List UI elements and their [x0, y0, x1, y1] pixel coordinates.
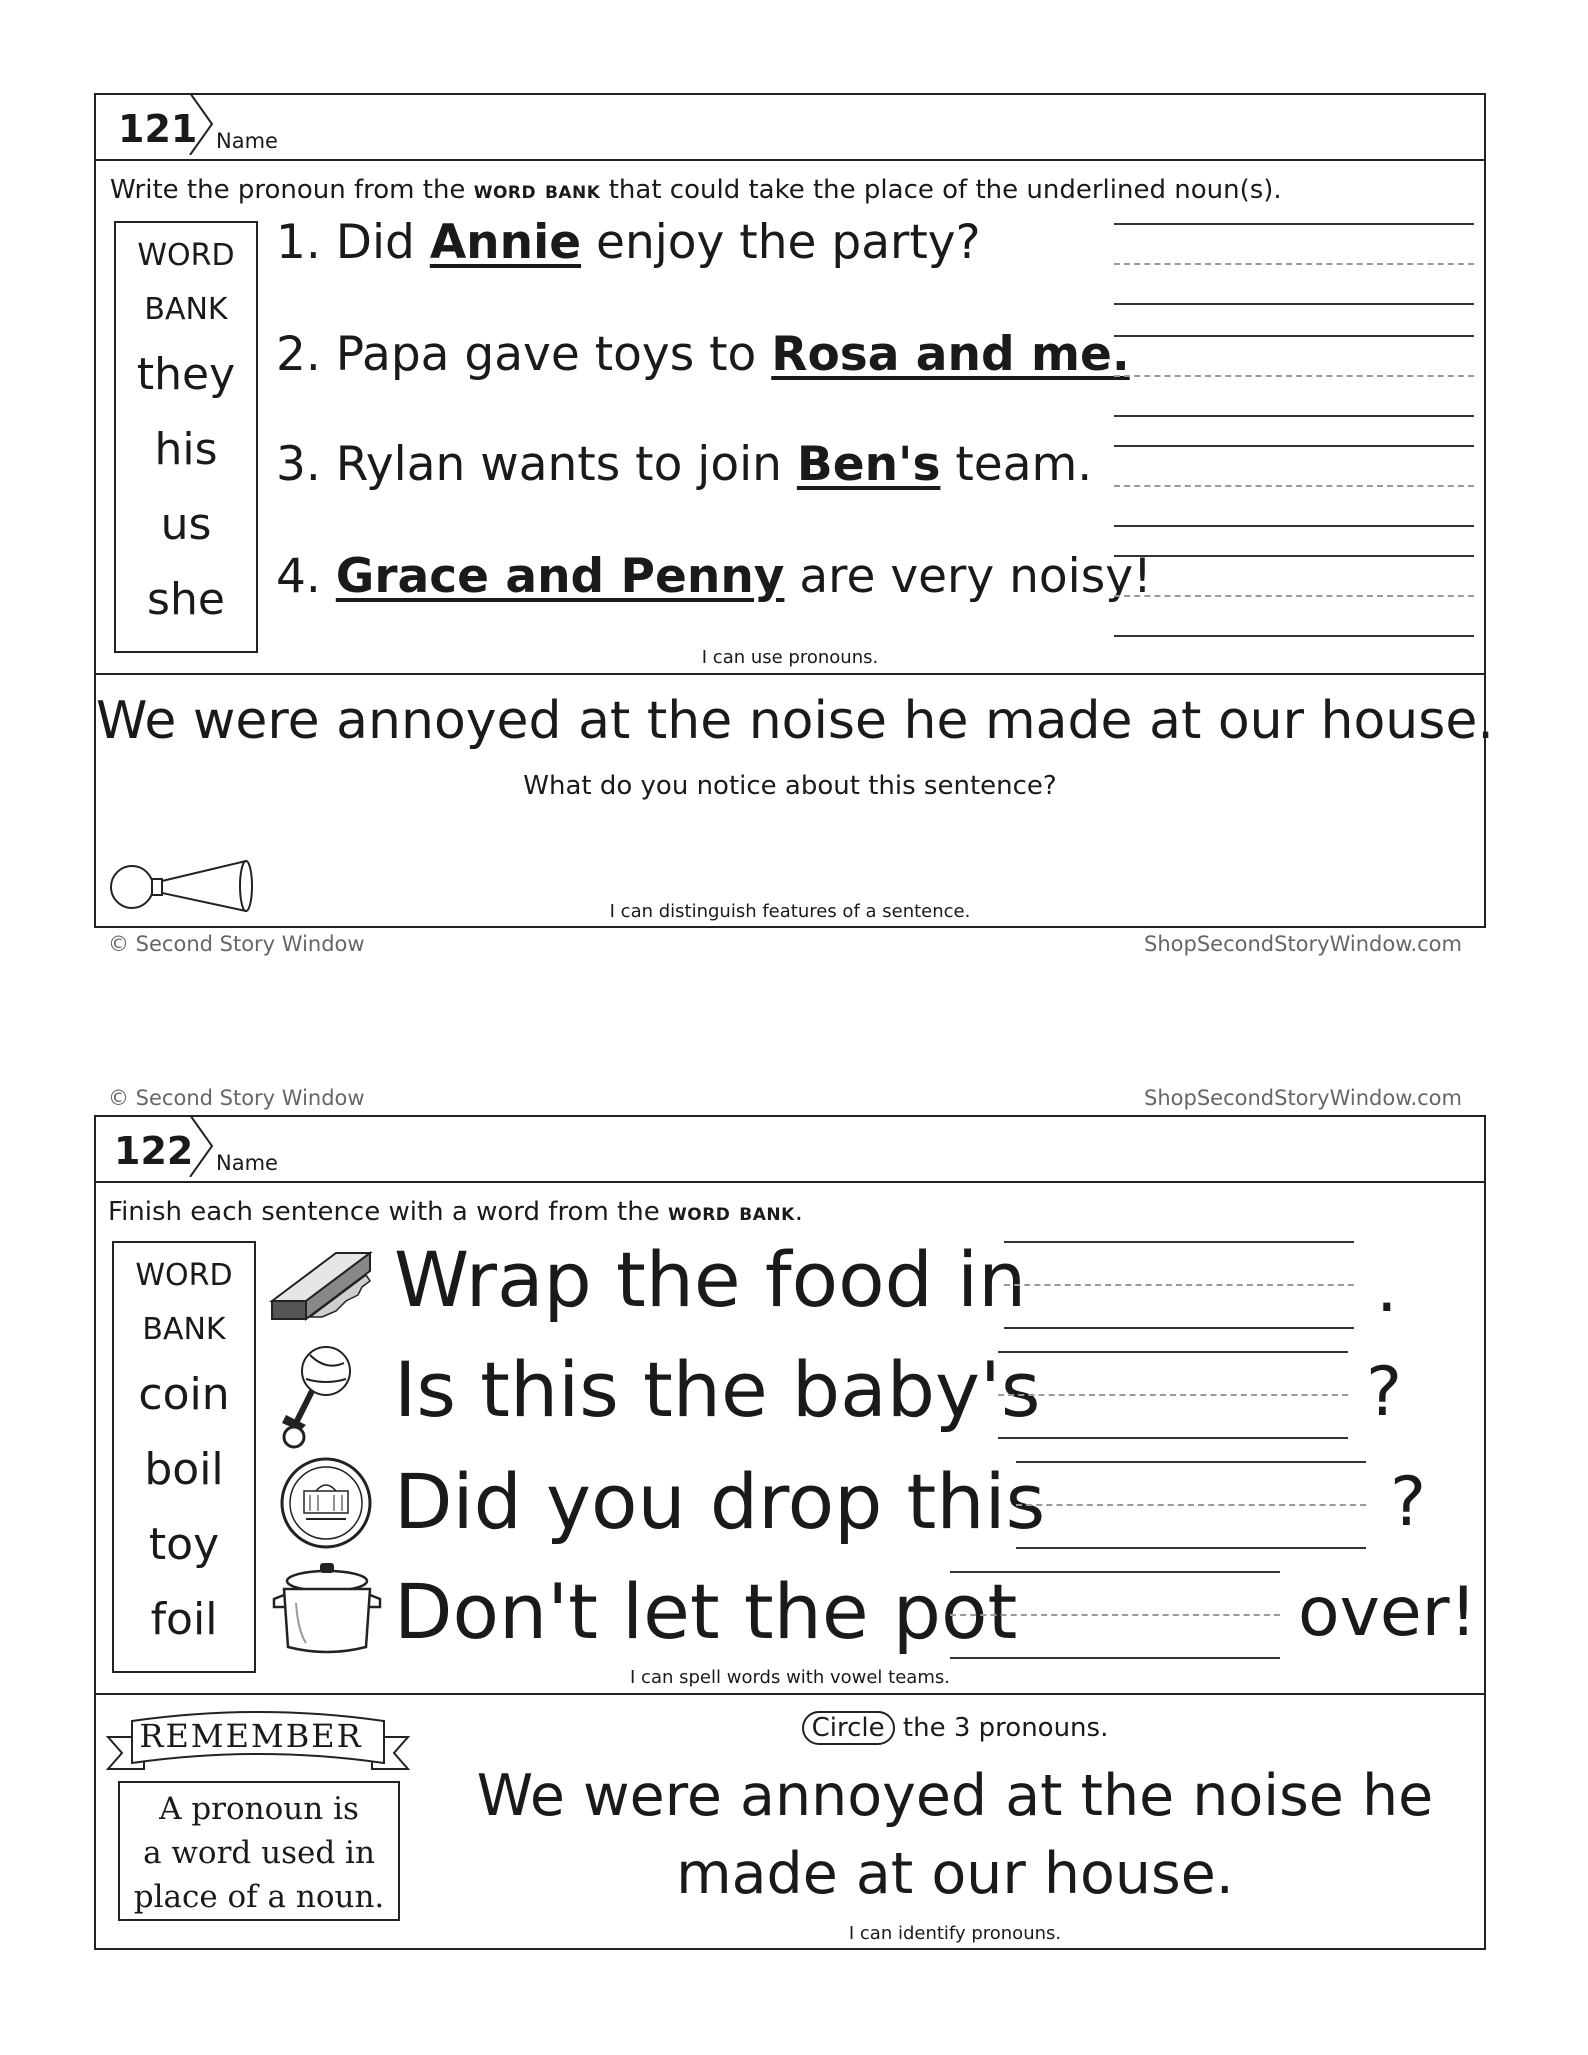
chevron-divider-icon: [188, 93, 218, 155]
word-bank: [114, 221, 258, 653]
worksheet-121: [94, 93, 1494, 928]
skill-statement: I can identify pronouns.: [848, 1923, 1062, 1944]
word-bank-item: they: [136, 349, 236, 400]
lesson-number: 122: [114, 1129, 194, 1173]
word-bank-item: foil: [150, 1594, 218, 1645]
foil-roll-icon: [266, 1239, 376, 1329]
instructions: Write the pronoun from the word bank that could take the place of the underlined noun(s).: [110, 175, 1282, 205]
name-label: Name: [216, 1151, 278, 1175]
question-2: 2. Papa gave toys to Rosa and me.: [276, 327, 1130, 382]
answer-line-3[interactable]: [1016, 1461, 1366, 1547]
answer-line-2[interactable]: [1114, 335, 1474, 415]
sentence-line-2: made at our house.: [676, 1841, 1234, 1907]
copyright: © Second Story Window: [108, 932, 365, 956]
answer-line-2[interactable]: [998, 1351, 1348, 1437]
skill-statement: I can spell words with vowel teams.: [630, 1667, 950, 1688]
sentence-end-2: ?: [1366, 1353, 1403, 1432]
remember-line: place of a noun.: [133, 1879, 385, 1915]
baby-rattle-icon: [276, 1341, 356, 1451]
word-bank-item: boil: [144, 1444, 224, 1495]
remember-box: [118, 1781, 400, 1921]
word-bank-title: WORD: [137, 238, 235, 273]
answer-line-4[interactable]: [950, 1571, 1280, 1657]
word-bank-title: BANK: [142, 1312, 226, 1347]
sentence-3: Did you drop this: [394, 1457, 1046, 1546]
skill-statement: I can distinguish features of a sentence.: [609, 901, 971, 922]
answer-line-4[interactable]: [1114, 555, 1474, 635]
sentence-1: Wrap the food in: [394, 1235, 1027, 1324]
circle-instruction: Circle the 3 pronouns.: [426, 1713, 1484, 1743]
skill-statement: I can use pronouns.: [701, 647, 879, 668]
sentence: We were annoyed at the noise he made at our house.: [96, 691, 1494, 751]
cooking-pot-icon: [272, 1559, 382, 1659]
word-bank-title: BANK: [144, 292, 228, 327]
word-bank-item: she: [147, 574, 225, 625]
word-bank-title: WORD: [135, 1258, 233, 1293]
sentence-2: Is this the baby's: [394, 1345, 1041, 1434]
coin-icon: [276, 1453, 376, 1553]
remember-line: A pronoun is: [159, 1791, 359, 1827]
remember-title: REMEMBER: [139, 1717, 363, 1755]
remember-line: a word used in: [143, 1835, 375, 1871]
sentence-end-4: over!: [1298, 1573, 1477, 1652]
word-bank-item: toy: [148, 1519, 220, 1570]
website-link[interactable]: ShopSecondStoryWindow.com: [1144, 932, 1462, 956]
website-link[interactable]: ShopSecondStoryWindow.com: [1144, 1086, 1462, 1110]
lesson-number: 121: [118, 107, 198, 151]
question-1: 1. Did Annie enjoy the party?: [276, 215, 981, 270]
answer-line-3[interactable]: [1114, 445, 1474, 525]
copyright: © Second Story Window: [108, 1086, 365, 1110]
question-4: 4. Grace and Penny are very noisy!: [276, 549, 1152, 604]
instructions: Finish each sentence with a word from the word bank.: [108, 1197, 804, 1227]
circle-word: Circle: [802, 1711, 895, 1745]
chevron-divider-icon: [188, 1115, 218, 1177]
name-label: Name: [216, 129, 278, 153]
word-bank: [112, 1241, 256, 1673]
word-bank-item: us: [160, 499, 212, 550]
word-bank-item: his: [154, 424, 218, 475]
word-bank-item: coin: [138, 1369, 230, 1420]
question-3: 3. Rylan wants to join Ben's team.: [276, 437, 1093, 492]
sentence-end-1: .: [1376, 1249, 1398, 1328]
worksheet-122: [94, 1115, 1486, 1950]
sentence-end-3: ?: [1390, 1463, 1427, 1542]
answer-line-1[interactable]: [1004, 1241, 1354, 1327]
sentence-line-1: We were annoyed at the noise he: [476, 1763, 1434, 1829]
prompt: What do you notice about this sentence?: [523, 771, 1057, 801]
sentence-4: Don't let the pot: [394, 1567, 1018, 1656]
answer-line-1[interactable]: [1114, 223, 1474, 303]
